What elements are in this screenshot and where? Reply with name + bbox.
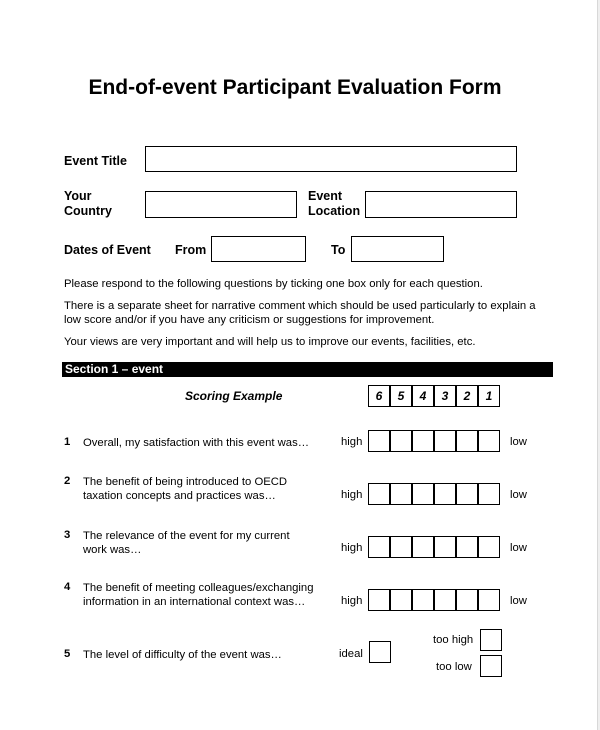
question-text: The benefit of being introduced to OECD taxation concepts and practices was… bbox=[83, 476, 288, 502]
low-label: low bbox=[510, 489, 527, 501]
rating-checkbox[interactable] bbox=[368, 536, 390, 558]
question-number: 1 bbox=[64, 436, 71, 448]
score-cell: 2 bbox=[456, 385, 478, 407]
question-text: Overall, my satisfaction with this event was… bbox=[83, 437, 310, 449]
question-text: The benefit of meeting colleagues/exchanging information in an international context was… bbox=[83, 582, 314, 608]
score-cell: 3 bbox=[434, 385, 456, 407]
instruction-1: Please respond to the following questions by ticking one box only for each question. bbox=[64, 278, 483, 290]
rating-checkbox[interactable] bbox=[478, 536, 500, 558]
event-location-label: Event Location bbox=[308, 189, 361, 218]
instruction-3: Your views are very important and will help us to improve our events, facilities, etc. bbox=[64, 336, 476, 348]
rating-checkbox[interactable] bbox=[412, 536, 434, 558]
high-label: high bbox=[341, 542, 363, 554]
your-country-label: Your Country bbox=[64, 189, 112, 218]
from-date-input[interactable] bbox=[211, 236, 306, 262]
event-title-input[interactable] bbox=[145, 146, 517, 172]
rating-checkbox[interactable] bbox=[390, 589, 412, 611]
too-low-label: too low bbox=[436, 661, 472, 673]
scoring-example-label: Scoring Example bbox=[185, 389, 283, 403]
high-label: high bbox=[341, 489, 363, 501]
your-country-input[interactable] bbox=[145, 191, 297, 218]
ideal-label: ideal bbox=[339, 648, 363, 660]
event-location-input[interactable] bbox=[365, 191, 517, 218]
event-title-label: Event Title bbox=[64, 154, 127, 168]
rating-checkbox[interactable] bbox=[434, 430, 456, 452]
rating-checkbox[interactable] bbox=[456, 589, 478, 611]
score-cell: 1 bbox=[478, 385, 500, 407]
rating-checkbox[interactable] bbox=[434, 483, 456, 505]
rating-checkbox[interactable] bbox=[456, 483, 478, 505]
to-label: To bbox=[331, 243, 346, 257]
score-cell: 5 bbox=[390, 385, 412, 407]
from-label: From bbox=[175, 243, 207, 257]
question-text: The relevance of the event for my current work was… bbox=[83, 530, 290, 556]
rating-checkbox[interactable] bbox=[456, 430, 478, 452]
rating-checkbox[interactable] bbox=[434, 536, 456, 558]
too-high-checkbox[interactable] bbox=[480, 629, 502, 651]
question-number: 5 bbox=[64, 648, 71, 660]
rating-checkbox[interactable] bbox=[368, 483, 390, 505]
too-low-checkbox[interactable] bbox=[480, 655, 502, 677]
ideal-checkbox[interactable] bbox=[369, 641, 391, 663]
score-cell: 4 bbox=[412, 385, 434, 407]
score-cell: 6 bbox=[368, 385, 390, 407]
rating-checkbox[interactable] bbox=[478, 430, 500, 452]
question-number: 4 bbox=[64, 581, 71, 593]
high-label: high bbox=[341, 436, 363, 448]
instruction-2: There is a separate sheet for narrative comment which should be used particularly to explain a low score and/or if you have any criticism or suggestions for improvement. bbox=[64, 300, 536, 326]
rating-checkbox[interactable] bbox=[412, 430, 434, 452]
rating-checkbox[interactable] bbox=[478, 483, 500, 505]
rating-checkbox[interactable] bbox=[390, 430, 412, 452]
high-label: high bbox=[341, 595, 363, 607]
rating-checkbox[interactable] bbox=[456, 536, 478, 558]
form-title: End-of-event Participant Evaluation Form bbox=[88, 76, 502, 99]
question-number: 2 bbox=[64, 475, 71, 487]
section-1-heading: Section 1 – event bbox=[62, 362, 553, 377]
question-number: 3 bbox=[64, 529, 71, 541]
rating-checkbox[interactable] bbox=[390, 536, 412, 558]
rating-checkbox[interactable] bbox=[434, 589, 456, 611]
question-text: The level of difficulty of the event was… bbox=[83, 649, 282, 661]
low-label: low bbox=[510, 436, 527, 448]
dates-of-event-label: Dates of Event bbox=[64, 243, 151, 257]
too-high-label: too high bbox=[433, 634, 474, 646]
low-label: low bbox=[510, 542, 527, 554]
rating-checkbox[interactable] bbox=[368, 589, 390, 611]
low-label: low bbox=[510, 595, 527, 607]
rating-checkbox[interactable] bbox=[478, 589, 500, 611]
to-date-input[interactable] bbox=[351, 236, 444, 262]
rating-checkbox[interactable] bbox=[412, 483, 434, 505]
rating-checkbox[interactable] bbox=[412, 589, 434, 611]
rating-checkbox[interactable] bbox=[390, 483, 412, 505]
rating-checkbox[interactable] bbox=[368, 430, 390, 452]
